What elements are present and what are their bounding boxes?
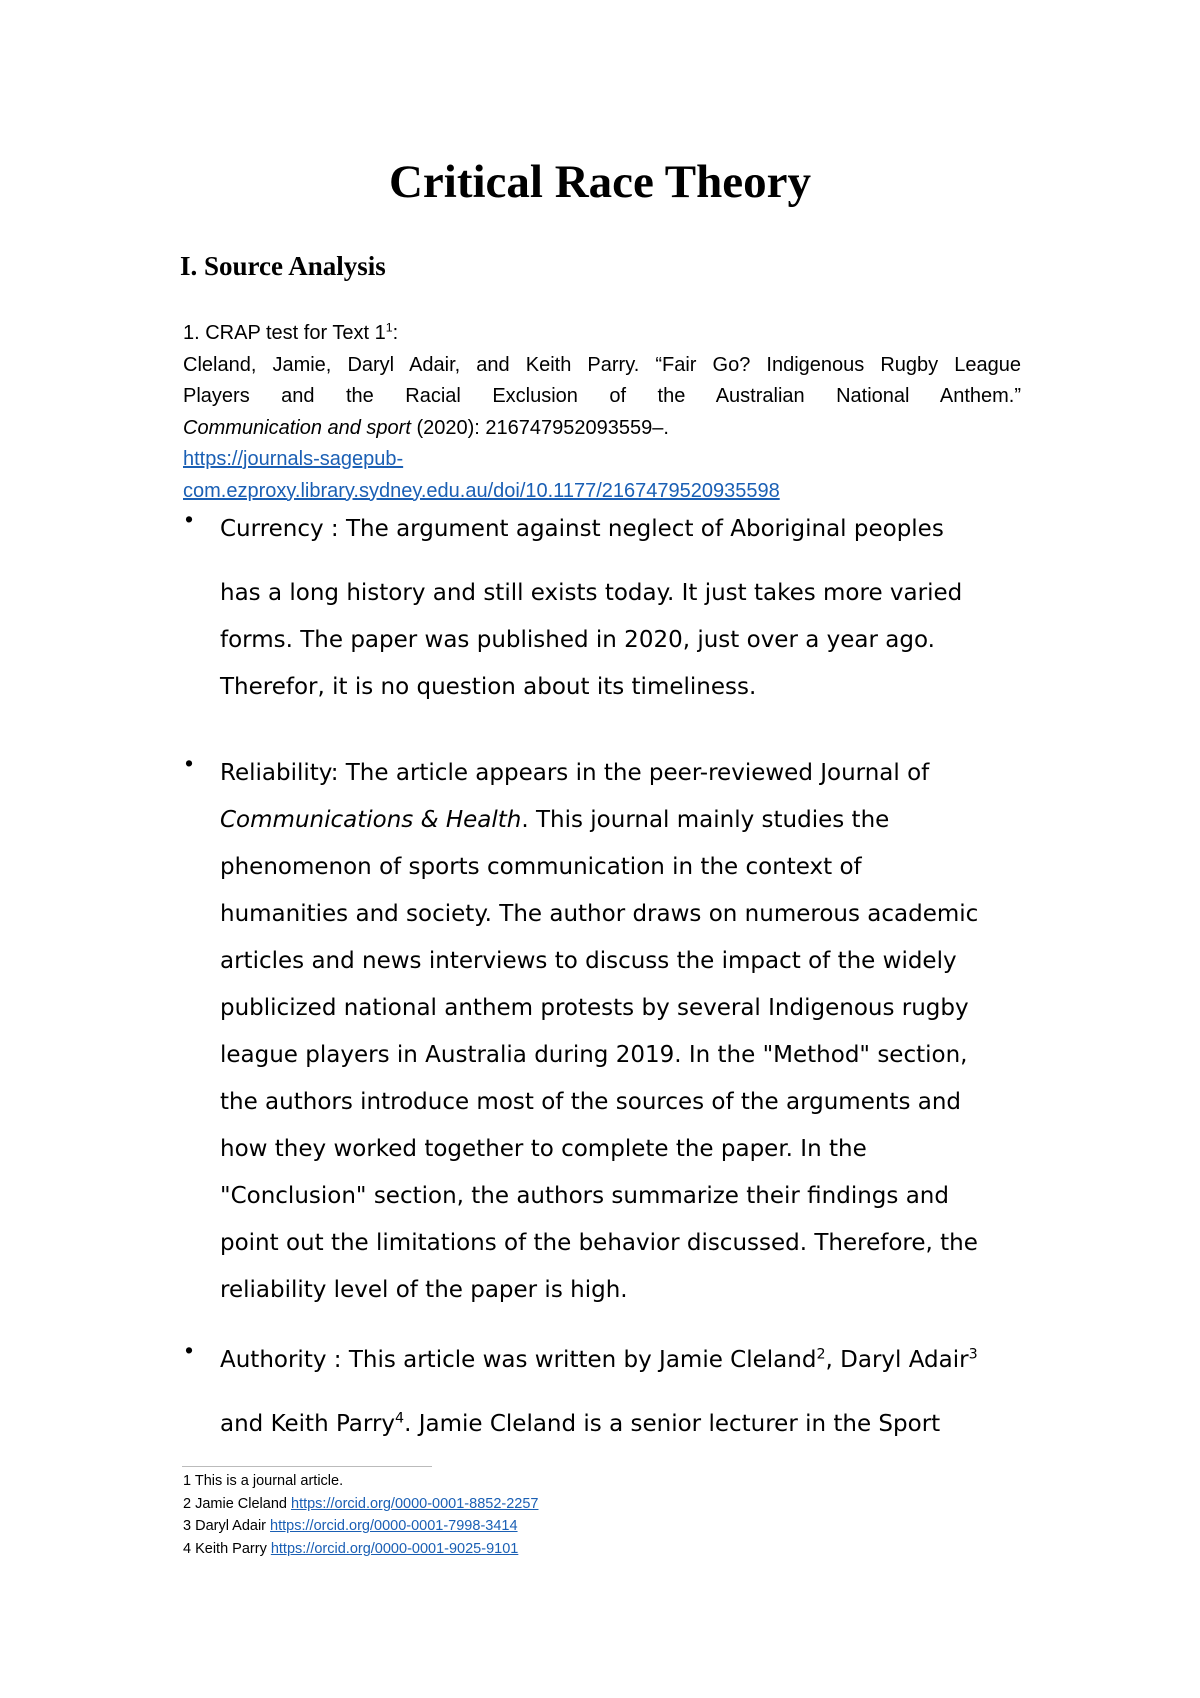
- citation-link-line-1[interactable]: https://journals-sagepub-: [183, 448, 404, 470]
- bullet-list-reliability: [185, 750, 1035, 1314]
- citation-url[interactable]: [183, 444, 1021, 507]
- reliability-line: publicized national anthem protests by several Indigenous rugby: [220, 995, 969, 1021]
- bullet-list-authority: [185, 1337, 1035, 1448]
- citation-link-line-2[interactable]: com.ezproxy.library.sydney.edu.au/doi/10.1177/2167479520935598: [183, 479, 780, 502]
- footnote-ref-3[interactable]: 3: [968, 1346, 978, 1363]
- bullet-currency: [185, 506, 1035, 711]
- currency-line: Therefor, it is no question about its timeliness.: [220, 674, 757, 700]
- reliability-line: point out the limitations of the behavior discussed. Therefore, the: [220, 1230, 978, 1256]
- page-title: Critical Race Theory: [388, 156, 811, 208]
- bullet-icon: •: [185, 750, 194, 776]
- reliability-line: Communications & Health. This journal mainly studies the: [220, 807, 890, 833]
- orcid-link-cleland[interactable]: https://orcid.org/0000-0001-8852-2257: [291, 1495, 539, 1512]
- bullet-icon: •: [185, 1337, 194, 1363]
- bullet-list-currency: [185, 506, 1035, 711]
- authority-line: and Keith Parry$^4$. Jamie Cleland is a senior lecturer in the Sport: [220, 1410, 941, 1437]
- reliability-line: league players in Australia during 2019. In the "Method" section,: [220, 1042, 968, 1068]
- journal-name: Communication and sport: [183, 416, 411, 439]
- footnotes: [183, 1470, 538, 1560]
- journal-title: Communications & Health: [220, 807, 522, 833]
- section-heading: I. Source Analysis: [180, 251, 386, 281]
- footnote-3: 3 Daryl Adair https://orcid.org/0000-0001-7998-3414: [183, 1518, 518, 1534]
- reliability-line: humanities and society. The author draws on numerous academic: [220, 901, 979, 927]
- bullet-reliability: [185, 750, 1035, 1314]
- footnote-1: 1 This is a journal article.: [183, 1473, 344, 1489]
- footnote-2: 2 Jamie Cleland https://orcid.org/0000-0001-8852-2257: [183, 1495, 539, 1512]
- reliability-line: the authors introduce most of the sources of the arguments and: [220, 1089, 962, 1115]
- reliability-line: Reliability: The article appears in the peer-reviewed Journal of: [220, 760, 930, 786]
- footnote-ref-2[interactable]: 2: [816, 1346, 826, 1363]
- reliability-line: reliability level of the paper is high.: [220, 1277, 628, 1303]
- orcid-link-parry[interactable]: https://orcid.org/0000-0001-9025-9101: [270, 1540, 519, 1557]
- orcid-link-adair[interactable]: https://orcid.org/0000-0001-7998-3414: [270, 1518, 518, 1534]
- citation-line-2: Players and the Racial Exclusion of the Australian National Anthem.”: [183, 385, 1021, 407]
- currency-line: forms. The paper was published in 2020, just over a year ago.: [220, 627, 935, 653]
- footnote-ref-1[interactable]: 1: [385, 320, 393, 335]
- authority-line: Authority : This article was written by Jamie Cleland$^2$, Daryl Adair$^3$: [220, 1346, 978, 1373]
- reliability-line: phenomenon of sports communication in the context of: [220, 854, 862, 880]
- currency-line: has a long history and still exists today. It just takes more varied: [220, 580, 963, 606]
- footnote-4: 4 Keith Parry https://orcid.org/0000-0001-9025-9101: [183, 1540, 519, 1557]
- citation-line-3: Communication and sport (2020): 216747952093559–.: [183, 416, 669, 439]
- bullet-authority: [185, 1337, 1035, 1448]
- reliability-line: "Conclusion" section, the authors summarize their findings and: [220, 1183, 949, 1209]
- footnote-ref-4[interactable]: 4: [395, 1410, 405, 1427]
- reliability-line: how they worked together to complete the paper. In the: [220, 1136, 867, 1162]
- reliability-line: articles and news interviews to discuss the impact of the widely: [220, 948, 957, 974]
- footnote-divider: [182, 1466, 432, 1467]
- bullet-icon: •: [185, 506, 194, 532]
- citation-line-1: Cleland, Jamie, Daryl Adair, and Keith Parry. “Fair Go? Indigenous Rugby League: [183, 353, 1021, 376]
- citation-block: [183, 318, 1021, 507]
- citation-label: 1. CRAP test for Text $1^1$:: [183, 320, 399, 344]
- currency-line: Currency : The argument against neglect of Aboriginal peoples: [220, 516, 944, 542]
